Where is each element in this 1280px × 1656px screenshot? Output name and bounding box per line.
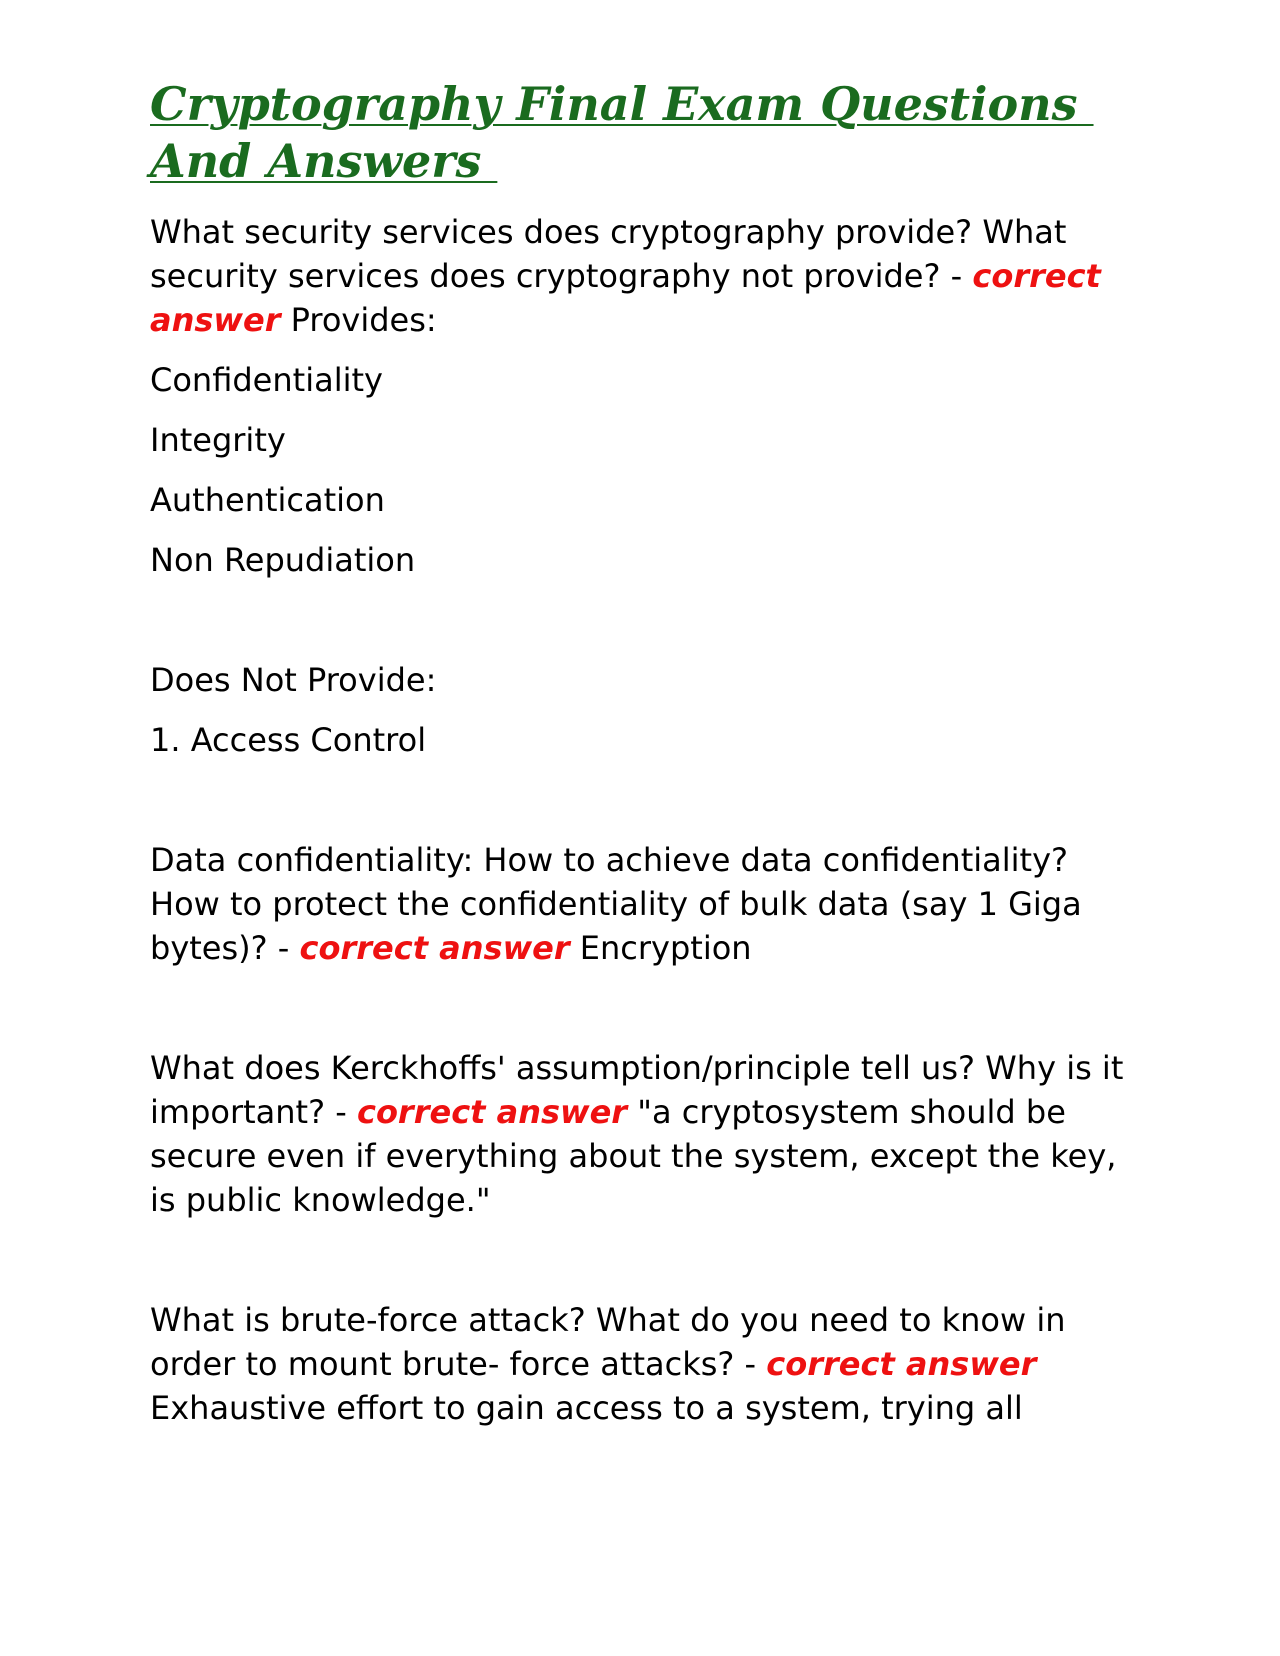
answer-2-text: Encryption (569, 929, 752, 967)
provides-item-integrity: Integrity (150, 421, 286, 459)
question-4-text: What is brute-force attack? What do you need to know in order to mount brute- force attacks? - (150, 1301, 1066, 1383)
correct-answer-label: correct answer (356, 1093, 628, 1131)
answer-4-text: Exhaustive effort to gain access to a system, trying all (150, 1389, 1023, 1427)
question-2 (150, 838, 1140, 970)
question-1-text: What security services does cryptography provide? What security services does cryptography not provide? - (150, 213, 1067, 295)
answer-3-text: "a cryptosystem should be secure even if everything about the system, except the key, is public knowledge." (150, 1093, 1117, 1219)
not-provide-item-access-control: 1. Access Control (150, 721, 427, 759)
provides-item-non-repudiation: Non Repudiation (150, 541, 416, 579)
correct-answer-label: correct answer (150, 257, 1101, 339)
question-3-text: What does Kerckhoffs' assumption/principle tell us? Why is it important? - (150, 1049, 1124, 1131)
provides-item-authentication: Authentication (150, 481, 385, 519)
spacer (150, 778, 1140, 838)
spacer (150, 986, 1140, 1046)
spacer (150, 1238, 1140, 1298)
correct-answer-label: correct answer (299, 929, 570, 967)
does-not-provide-heading: Does Not Provide: (150, 661, 437, 699)
question-1 (150, 210, 1140, 342)
provides-item-confidentiality: Confidentiality (150, 361, 383, 399)
question-4 (150, 1298, 1140, 1430)
document-title: Cryptography Final Exam Questions And Answers (150, 77, 1094, 188)
spacer (150, 598, 1140, 658)
correct-answer-label: correct answer (766, 1345, 1037, 1383)
question-3 (150, 1046, 1140, 1222)
document-page (150, 76, 1140, 1446)
question-2-text: Data confidentiality: How to achieve data confidentiality? How to protect the confidentiality of bulk data (say 1 Giga bytes)? - (150, 841, 1082, 967)
answer-1-text: Provides: (280, 301, 437, 339)
